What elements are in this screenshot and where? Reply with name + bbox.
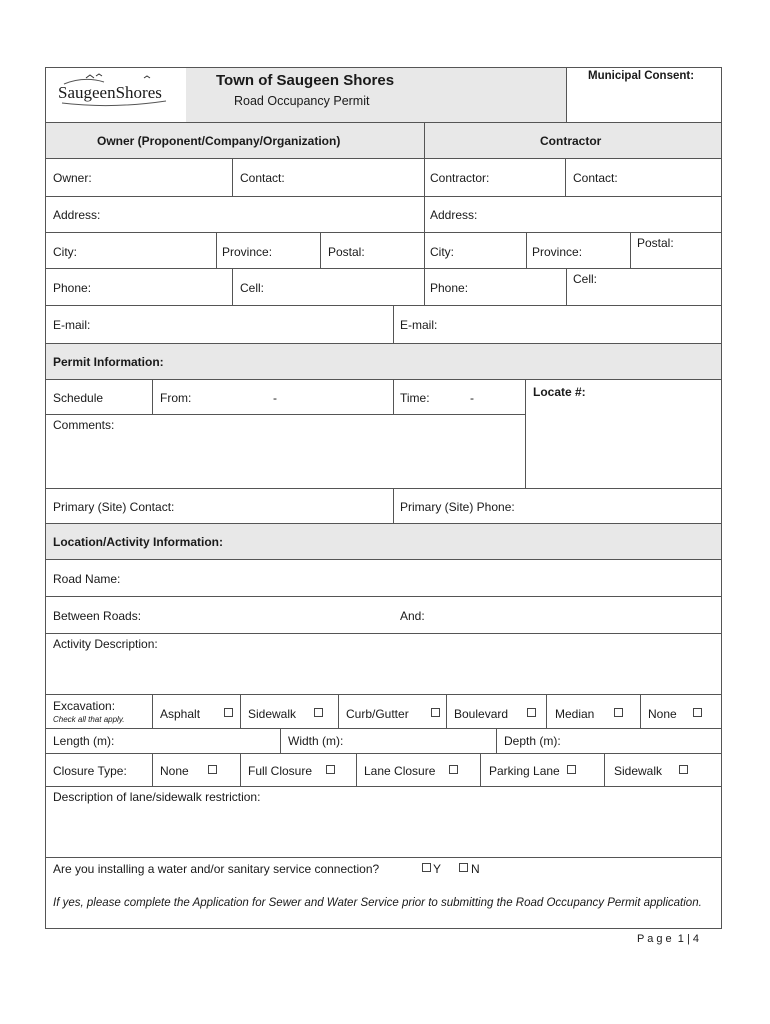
owner-contact-field[interactable]: Contact: — [240, 171, 285, 185]
section-title-permit: Permit Information: — [53, 355, 164, 369]
org-name: Town of Saugeen Shores — [216, 72, 395, 89]
primary-phone-field[interactable]: Primary (Site) Phone: — [400, 500, 515, 514]
schedule-time-field[interactable]: Time: — [400, 391, 430, 405]
closure-option-sidewalk: Sidewalk — [614, 764, 663, 778]
sewer-water-note: If yes, please complete the Application for Sewer and Water Service prior to submitting the Road Occupancy Permit application. — [53, 897, 702, 909]
contractor-city-field[interactable]: City: — [430, 245, 454, 259]
closure-type-label: Closure Type: — [53, 764, 127, 778]
checkbox-excavation-none[interactable] — [693, 708, 702, 717]
contractor-field[interactable]: Contractor: — [430, 171, 490, 185]
schedule-from-dash: - — [273, 391, 277, 405]
water-connection-question: Are you installing a water and/or sanitary service connection? — [53, 862, 380, 876]
excavation-option-curb: Curb/Gutter — [346, 707, 409, 721]
owner-province-field[interactable]: Province: — [222, 245, 273, 259]
checkbox-water-no[interactable] — [459, 863, 468, 872]
water-no-label: N — [471, 862, 480, 876]
contractor-province-field[interactable]: Province: — [532, 245, 583, 259]
municipal-consent-label: Municipal Consent: — [588, 70, 695, 82]
excavation-option-boulevard: Boulevard — [454, 707, 509, 721]
owner-field[interactable]: Owner: — [53, 171, 92, 185]
contractor-cell-field[interactable]: Cell: — [573, 272, 598, 286]
section-title-contractor: Contractor — [540, 134, 602, 148]
checkbox-asphalt[interactable] — [224, 708, 233, 717]
checkbox-boulevard[interactable] — [527, 708, 536, 717]
excavation-option-sidewalk: Sidewalk — [248, 707, 297, 721]
checkbox-median[interactable] — [614, 708, 623, 717]
length-field[interactable]: Length (m): — [53, 734, 115, 748]
schedule-label: Schedule — [53, 391, 104, 405]
owner-address-field[interactable]: Address: — [53, 208, 101, 222]
checkbox-water-yes[interactable] — [422, 863, 431, 872]
excavation-label: Excavation: — [53, 699, 116, 713]
road-name-field[interactable]: Road Name: — [53, 572, 121, 586]
form-title: Road Occupancy Permit — [234, 94, 370, 108]
checkbox-curb-gutter[interactable] — [431, 708, 440, 717]
owner-email-field[interactable]: E-mail: — [53, 318, 91, 332]
closure-option-none: None — [160, 764, 189, 778]
owner-cell-field[interactable]: Cell: — [240, 281, 265, 295]
contractor-phone-field[interactable]: Phone: — [430, 281, 469, 295]
comments-field[interactable]: Comments: — [53, 418, 115, 432]
depth-field[interactable]: Depth (m): — [504, 734, 561, 748]
and-road-field[interactable]: And: — [400, 609, 425, 623]
contractor-postal-field[interactable]: Postal: — [637, 236, 674, 250]
excavation-option-median: Median — [555, 707, 595, 721]
activity-description-field[interactable]: Activity Description: — [53, 637, 158, 651]
checkbox-closure-sidewalk[interactable] — [679, 765, 688, 774]
closure-option-parking: Parking Lane — [489, 764, 560, 778]
contractor-address-field[interactable]: Address: — [430, 208, 478, 222]
locate-number-field[interactable]: Locate #: — [533, 385, 586, 399]
owner-phone-field[interactable]: Phone: — [53, 281, 92, 295]
owner-city-field[interactable]: City: — [53, 245, 77, 259]
contractor-email-field[interactable]: E-mail: — [400, 318, 438, 332]
checkbox-parking-lane[interactable] — [567, 765, 576, 774]
checkbox-sidewalk[interactable] — [314, 708, 323, 717]
primary-contact-field[interactable]: Primary (Site) Contact: — [53, 500, 175, 514]
section-title-owner: Owner (Proponent/Company/Organization) — [97, 134, 341, 148]
section-title-location: Location/Activity Information: — [53, 535, 224, 549]
restriction-description-field[interactable]: Description of lane/sidewalk restriction: — [53, 790, 261, 804]
page-number: P a g e 1 | 4 — [637, 933, 699, 945]
contractor-contact-field[interactable]: Contact: — [573, 171, 618, 185]
logo-text: SaugeenShores — [58, 83, 162, 102]
checkbox-closure-none[interactable] — [208, 765, 217, 774]
excavation-option-none: None — [648, 707, 677, 721]
between-roads-field[interactable]: Between Roads: — [53, 609, 142, 623]
closure-option-lane: Lane Closure — [364, 764, 436, 778]
checkbox-lane-closure[interactable] — [449, 765, 458, 774]
checkbox-full-closure[interactable] — [326, 765, 335, 774]
closure-option-full: Full Closure — [248, 764, 313, 778]
town-logo — [56, 70, 176, 118]
water-yes-label: Y — [433, 862, 442, 876]
excavation-option-asphalt: Asphalt — [160, 707, 201, 721]
schedule-from-field[interactable]: From: — [160, 391, 192, 405]
excavation-note: Check all that apply. — [53, 715, 125, 724]
width-field[interactable]: Width (m): — [288, 734, 344, 748]
owner-postal-field[interactable]: Postal: — [328, 245, 365, 259]
schedule-time-dash: - — [470, 391, 474, 405]
